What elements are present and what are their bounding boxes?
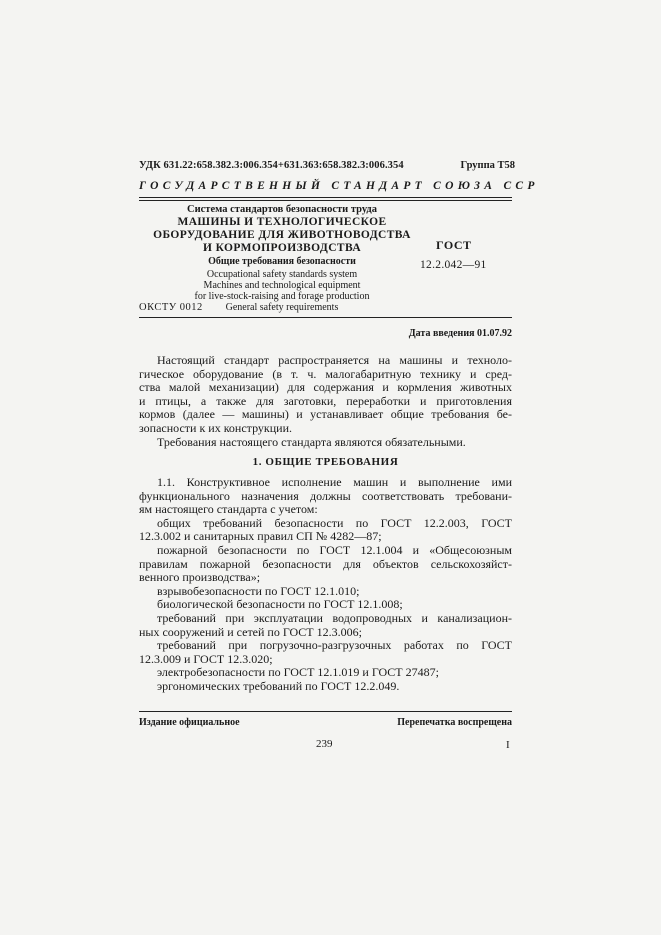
title-block-rule: [139, 317, 512, 318]
reprint-note: Перепечатка воспрещена: [397, 717, 512, 728]
list-item-line: 12.3.002 и санитарных правил СП № 4282—87;: [139, 529, 382, 544]
okstu-code: ОКСТУ 0012: [139, 302, 203, 313]
title-line: ОБОРУДОВАНИЕ ДЛЯ ЖИВОТНОВОДСТВА: [153, 229, 411, 241]
list-item-line: взрывобезопасности по ГОСТ 12.1.010;: [157, 583, 360, 598]
list-item-line: 12.3.009 и ГОСТ 12.3.020;: [139, 651, 273, 666]
list-item-line: ных сооружений и сетей по ГОСТ 12.3.006;: [139, 624, 362, 639]
intro-line: и птицы, а также для заготовки, переработки и приготовления: [139, 393, 512, 408]
clause-line: 1.1. Конструктивное исполнение машин и выполнение ими: [157, 475, 512, 489]
state-standard-heading: ГОСУДАРСТВЕННЫЙ СТАНДАРТ СОЮЗА ССР: [139, 180, 539, 192]
list-item-line: требований при погрузочно-разгрузочных работах по ГОСТ: [157, 638, 512, 653]
list-item-line: правилам пожарной безопасности для объектов сельскохозяйст-: [139, 556, 512, 571]
english-title-line: Occupational safety standards system: [206, 269, 358, 280]
intro-line: ства малой механизации) для содержания и кормления животных: [139, 380, 512, 395]
footer-rule: [139, 711, 512, 712]
gost-label: ГОСТ: [436, 238, 472, 252]
subtitle: Общие требования безопасности: [208, 256, 356, 267]
title-line: МАШИНЫ И ТЕХНОЛОГИЧЕСКОЕ: [177, 216, 387, 228]
list-item-line: венного производства»;: [139, 570, 261, 585]
english-title-line: for live-stock-raising and forage production: [194, 291, 370, 302]
system-name: Система стандартов безопасности труда: [187, 204, 377, 215]
header-rule-thin: [139, 200, 512, 201]
intro-section: [139, 354, 512, 449]
intro-line: гическое оборудование (в т. ч. малогабаритную технику и сред-: [139, 366, 512, 381]
edition-numeral: I: [506, 739, 510, 751]
list-item-line: общих требований безопасности по ГОСТ 12.2.003, ГОСТ: [157, 515, 512, 530]
list-item-line: электробезопасности по ГОСТ 12.1.019 и ГОСТ 27487;: [157, 665, 439, 680]
page-number: 239: [316, 738, 333, 750]
group-code: Группа Т58: [460, 160, 515, 171]
list-item-line: требований при эксплуатации водопроводных и канализацион-: [157, 610, 512, 625]
list-item-line: эргономических требований по ГОСТ 12.2.049.: [157, 678, 400, 693]
gost-number: 12.2.042—91: [420, 259, 487, 271]
intro-line: кормов (далее — машины) и устанавливает общие требования бе-: [139, 407, 512, 422]
section-heading: 1. ОБЩИЕ ТРЕБОВАНИЯ: [252, 456, 399, 468]
title-line: И КОРМОПРОИЗВОДСТВА: [202, 242, 362, 254]
list-item-line: биологической безопасности по ГОСТ 12.1.008;: [157, 597, 403, 612]
english-title-line: Machines and technological equipment: [203, 280, 361, 291]
intro-line: зопасности к их конструкции.: [139, 420, 293, 435]
section1-body: [139, 476, 512, 694]
intro-line: Настоящий стандарт распространяется на машины и техноло-: [157, 353, 512, 367]
udk-code: УДК 631.22:658.382.3:006.354+631.363:658.382.3:006.354: [139, 160, 404, 171]
clause-line: ям настоящего стандарта с учетом:: [139, 502, 318, 517]
title-block: [139, 203, 425, 313]
edition-note: Издание официальное: [139, 717, 240, 728]
introduction-date: Дата введения 01.07.92: [408, 328, 512, 339]
english-title-line: General safety requirements: [225, 302, 339, 313]
list-item-line: пожарной безопасности по ГОСТ 12.1.004 и «Общесоюзным: [157, 542, 512, 557]
header-rule: [139, 197, 512, 198]
mandatory-statement: Требования настоящего стандарта являются обязательными.: [157, 434, 466, 449]
clause-line: функционального назначения должны соответствовать требовани-: [139, 488, 512, 503]
